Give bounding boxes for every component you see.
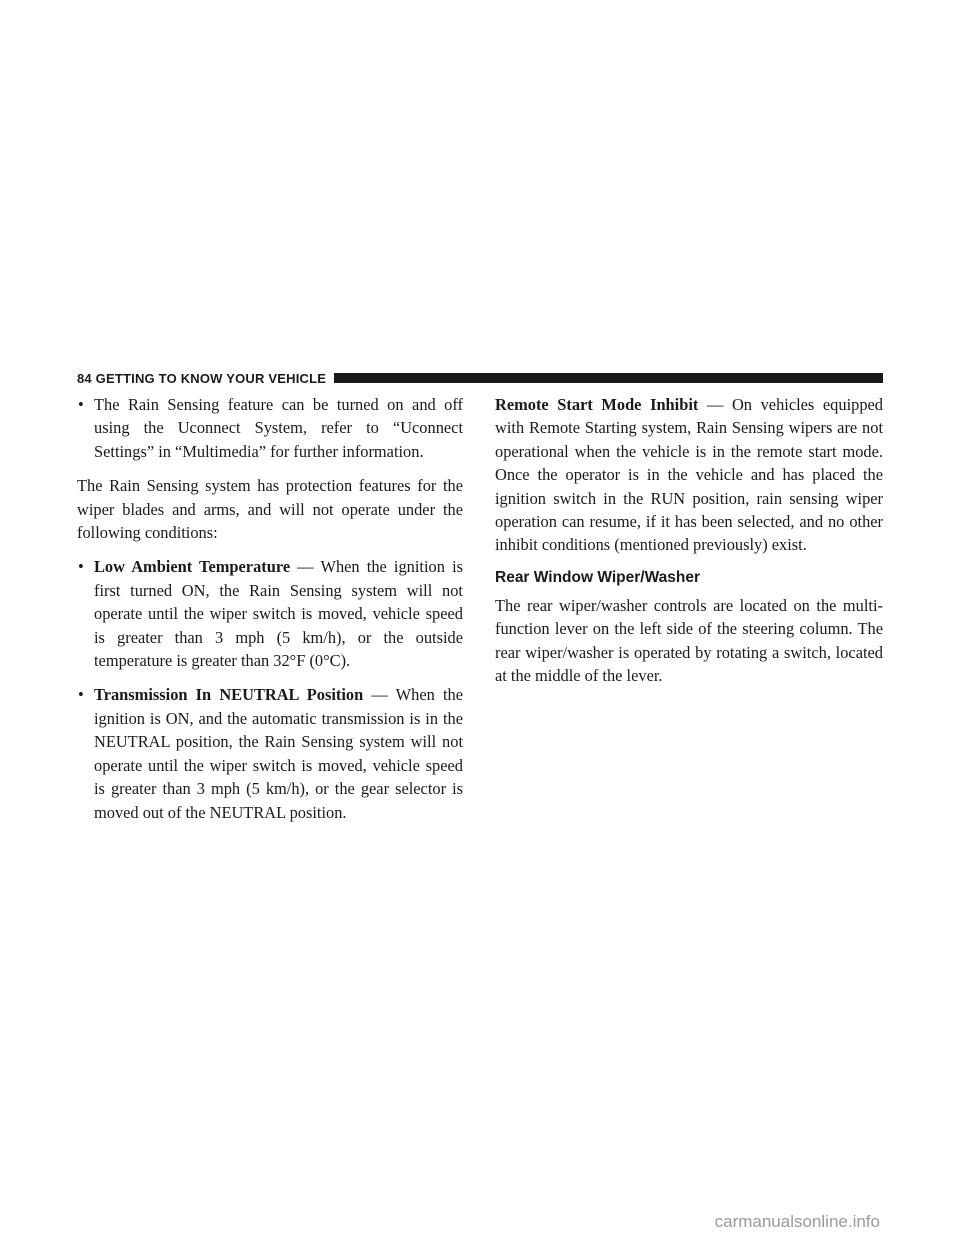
bullet-text: The Rain Sensing feature can be turned on and off using the Uconnect System, refer to “Uconnect Settings” in “Multimedia” for further information. xyxy=(94,395,463,461)
remote-start-text: — On vehicles equipped with Remote Starting system, Rain Sensing wipers are not operational when the vehicle is in the remote start mode. Once the operator is in the vehicle and has placed the ignition switch in the RUN position, rain sensing wiper operation can resume, if it has been selected, and no other inhibit conditions (mentioned previously) exist. xyxy=(495,395,883,555)
left-column xyxy=(77,393,463,824)
bullet-text: — When the ignition is ON, and the automatic transmission is in the NEUTRAL position, the Rain Sensing system will not operate until the wiper switch is moved, vehicle speed is greater than 3 mph (5 km/h), or the gear selector is moved out of the NEUTRAL position. xyxy=(94,685,463,822)
bullet-item-neutral-position xyxy=(77,683,463,823)
rear-wiper-paragraph: The rear wiper/washer controls are located on the multi-function lever on the left side of the steering column. The rear wiper/washer is operated by rotating a switch, located at the middle of the lever. xyxy=(495,595,883,686)
bullet-icon: • xyxy=(78,685,84,705)
bullet-title: Transmission In NEUTRAL Position xyxy=(94,685,364,705)
remote-start-paragraph xyxy=(495,393,883,557)
bullet-icon: • xyxy=(78,395,84,414)
right-column xyxy=(495,393,883,687)
section-heading-rear-wiper: Rear Window Wiper/Washer xyxy=(495,568,700,586)
bullet-item-uconnect xyxy=(77,393,463,463)
remote-start-title: Remote Start Mode Inhibit xyxy=(495,395,699,414)
bullet-text: — When the ignition is first turned ON, the Rain Sensing system will not operate until the wiper switch is moved, vehicle speed is greater than 3 mph (5 km/h), or the outside temperature is greater than 32°F (0°C). xyxy=(94,557,464,671)
header-rule xyxy=(334,373,883,383)
bullet-icon: • xyxy=(78,557,84,577)
watermark: carmanualsonline.info xyxy=(714,1212,880,1231)
protection-intro-paragraph: The Rain Sensing system has protection features for the wiper blades and arms, and will not operate under the following conditions: xyxy=(77,476,463,543)
bullet-title: Low Ambient Temperature xyxy=(94,557,291,577)
page-header xyxy=(77,370,883,386)
bullet-item-low-temperature xyxy=(77,555,463,672)
page-number-and-section: 84 GETTING TO KNOW YOUR VEHICLE xyxy=(77,370,327,386)
